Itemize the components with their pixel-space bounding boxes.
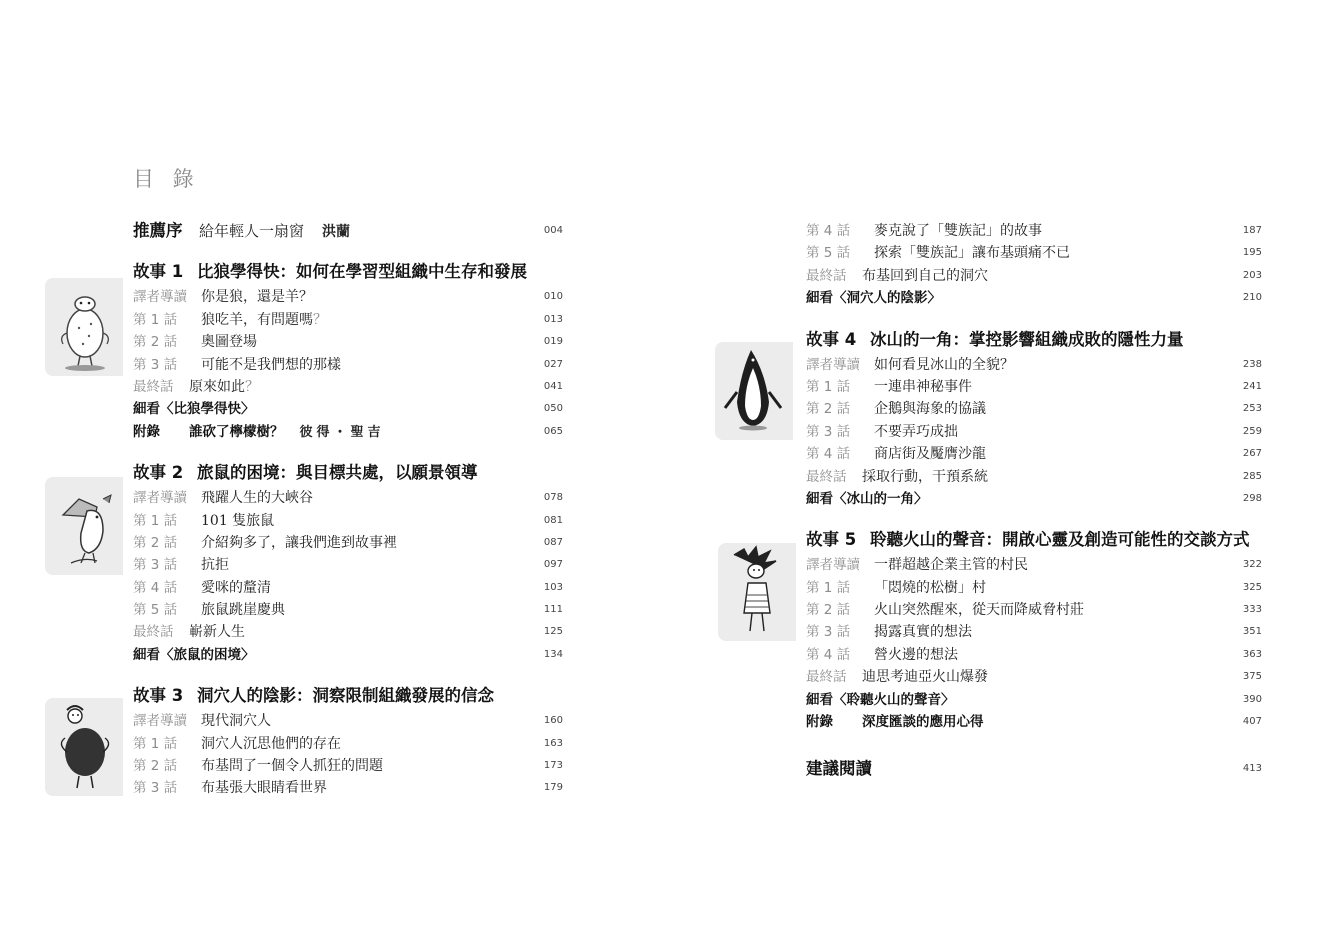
toc-entry-title: 麥克說了「雙族記」的故事 — [874, 223, 1042, 239]
toc-entry-title: 抗拒 — [201, 557, 229, 574]
toc-entry[interactable] — [806, 287, 1262, 309]
toc-entry[interactable] — [806, 466, 1262, 488]
toc-page-number: 050 — [543, 403, 563, 415]
toc-page-number: 351 — [1242, 626, 1262, 638]
toc-preface-row[interactable] — [133, 220, 563, 242]
toc-entry-label: 第 5 話 — [133, 602, 178, 619]
toc-entry[interactable] — [133, 331, 563, 353]
toc-page-number: 125 — [543, 626, 563, 638]
toc-entry[interactable] — [806, 265, 1262, 287]
toc-left-column — [133, 220, 563, 800]
section-spacer — [133, 666, 563, 682]
toc-entry-title: 深度匯談的應用心得 — [862, 714, 984, 731]
villager-illustration — [718, 543, 796, 641]
toc-entry-title: 旅鼠跳崖慶典 — [201, 602, 285, 619]
toc-entry-title: 洞穴人沉思他們的存在 — [201, 735, 341, 752]
section-spacer — [806, 310, 1262, 326]
toc-entry[interactable] — [806, 398, 1262, 420]
toc-entry-title: 旅鼠的困境：與目標共處，以願景領導 — [197, 463, 478, 483]
toc-page-number: 241 — [1242, 380, 1262, 392]
toc-entry[interactable] — [806, 354, 1262, 376]
toc-entry[interactable] — [133, 755, 563, 777]
toc-entry-title: 誰砍了檸檬樹？ — [189, 423, 284, 440]
toc-entry-label: 第 2 話 — [806, 602, 851, 619]
toc-entry[interactable] — [806, 577, 1262, 599]
toc-page-number: 203 — [1242, 269, 1262, 281]
toc-page-number: 041 — [543, 380, 563, 392]
toc-entry[interactable] — [133, 286, 563, 308]
toc-entry-label: 細看〈比狼學得快〉 — [133, 401, 255, 418]
toc-entry[interactable] — [133, 733, 563, 755]
toc-entry-label: 故事 2 — [133, 463, 184, 483]
preface-author: 洪蘭 — [322, 224, 351, 240]
sheep-icon — [45, 278, 123, 376]
toc-entry-title: 101 隻旅鼠 — [201, 512, 275, 529]
toc-page-number: 407 — [1242, 716, 1262, 728]
toc-entry-label: 細看〈洞穴人的陰影〉 — [806, 290, 941, 307]
toc-page-number: 019 — [543, 336, 563, 348]
toc-entry-label: 譯者導讀 — [133, 713, 187, 730]
toc-entry-label: 最終話 — [806, 267, 847, 284]
appendix-author: 彼得・聖吉 — [299, 424, 385, 440]
toc-entry[interactable] — [133, 599, 563, 621]
toc-entry-title: 聆聽火山的聲音：開啟心靈及創造可能性的交談方式 — [870, 530, 1250, 550]
toc-page-number: 013 — [543, 313, 563, 325]
toc-entry-label: 細看〈旅鼠的困境〉 — [133, 646, 255, 663]
toc-page-number: 087 — [543, 536, 563, 548]
toc-page-number: 333 — [1242, 604, 1262, 616]
toc-entry-title: 「悶燒的松樹」村 — [874, 579, 986, 596]
toc-entry-title: 狼吃羊，有問題嗎 — [201, 311, 313, 328]
toc-right-column — [806, 220, 1262, 783]
penguin-illustration — [715, 342, 793, 440]
toc-entry-title: 如何看見冰山的全貌？ — [874, 356, 1014, 373]
toc-page-number: 413 — [1242, 763, 1262, 775]
toc-entry-title: 洞穴人的陰影：洞察限制組織發展的信念 — [197, 686, 494, 706]
toc-page-number: 065 — [543, 425, 563, 437]
toc-entry[interactable] — [133, 354, 563, 376]
toc-entry[interactable] — [806, 443, 1262, 465]
toc-entry[interactable] — [806, 621, 1262, 643]
toc-entry-title: 火山突然醒來，從天而降威脅村莊 — [874, 602, 1084, 619]
section-spacer — [133, 242, 563, 258]
toc-entry[interactable] — [806, 666, 1262, 688]
toc-entry-label: 譯者導讀 — [133, 490, 187, 507]
toc-entry-title: 冰山的一角：掌控影響組織成敗的隱性力量 — [870, 329, 1184, 349]
toc-entry-label: 第 4 話 — [806, 446, 851, 463]
toc-page-number: 081 — [543, 514, 563, 526]
toc-entry-title: 你是狼，還是羊？ — [201, 289, 313, 306]
toc-entry-label: 第 4 話 — [806, 223, 851, 239]
toc-entry[interactable] — [133, 644, 563, 666]
toc-entry-title: 迪思考迪亞火山爆發 — [862, 669, 988, 686]
toc-entry-label: 第 3 話 — [133, 780, 178, 797]
toc-entry[interactable] — [133, 487, 563, 509]
toc-entry-label: 最終話 — [806, 468, 847, 485]
toc-entry-label: 細看〈聆聽火山的聲音〉 — [806, 691, 955, 708]
toc-entry-label: 故事 3 — [133, 686, 184, 706]
toc-page-number: 103 — [543, 581, 563, 593]
toc-entry[interactable] — [806, 711, 1262, 733]
caveman-icon — [45, 698, 123, 796]
toc-entry[interactable] — [806, 220, 1262, 242]
toc-page-number: 285 — [1242, 470, 1262, 482]
toc-entry-label: 第 1 話 — [806, 579, 851, 596]
toc-page-number: 173 — [543, 760, 563, 772]
toc-page-number: 078 — [543, 492, 563, 504]
toc-page-number: 325 — [1242, 581, 1262, 593]
toc-entry-label: 故事 1 — [133, 262, 184, 282]
toc-entry[interactable] — [133, 510, 563, 532]
toc-entry-title: 布基張大眼睛看世界 — [201, 780, 327, 797]
toc-entry-title: 企鵝與海象的協議 — [874, 401, 986, 418]
toc-page-number: 238 — [1242, 358, 1262, 370]
toc-section-heading[interactable] — [133, 258, 563, 286]
toc-entry[interactable] — [133, 532, 563, 554]
toc-page-number: 160 — [543, 715, 563, 727]
toc-entry[interactable] — [133, 777, 563, 799]
toc-page-number: 375 — [1242, 671, 1262, 683]
toc-entry-title: 原來如此 — [189, 378, 245, 395]
toc-section-heading[interactable] — [806, 526, 1262, 554]
toc-entry-title: 布基回到自己的洞穴 — [862, 267, 988, 284]
toc-entry-title: 一群超越企業主管的村民 — [874, 557, 1028, 574]
toc-page-number: 163 — [543, 737, 563, 749]
toc-page-number: 210 — [1242, 292, 1262, 304]
toc-entry-title: 探索「雙族記」讓布基頭痛不已 — [874, 245, 1070, 262]
toc-entry-label: 譯者導讀 — [806, 557, 860, 574]
toc-section-heading[interactable] — [133, 682, 563, 710]
toc-entry-title: 飛躍人生的大峽谷 — [201, 490, 313, 507]
toc-page-number: 267 — [1242, 448, 1262, 460]
toc-entry-title: 布基問了一個令人抓狂的問題 — [201, 758, 383, 775]
toc-entry-label: 第 2 話 — [133, 334, 178, 351]
sheep-illustration — [45, 278, 123, 376]
lemming-icon — [45, 477, 123, 575]
toc-page-number: 298 — [1242, 492, 1262, 504]
toc-entry[interactable] — [806, 376, 1262, 398]
toc-entry-label: 第 4 話 — [133, 579, 178, 596]
toc-entry-label: 最終話 — [133, 624, 174, 641]
toc-entry-label: 第 3 話 — [806, 423, 851, 440]
toc-page-number: 322 — [1242, 559, 1262, 571]
toc-entry-label: 譯者導讀 — [806, 356, 860, 373]
toc-entry-label: 譯者導讀 — [133, 289, 187, 306]
toc-entry-label: 附錄 — [133, 423, 160, 440]
toc-entry[interactable] — [806, 689, 1262, 711]
toc-page-number: 363 — [1242, 648, 1262, 660]
toc-entry-label: 附錄 — [806, 714, 833, 731]
toc-entry-title: 介紹夠多了，讓我們進到故事裡 — [201, 534, 397, 551]
toc-entry[interactable] — [806, 644, 1262, 666]
toc-entry-title: 採取行動，干預系統 — [862, 468, 988, 485]
toc-entry-title: 揭露真實的想法 — [874, 624, 972, 641]
toc-entry-label: 第 4 話 — [806, 646, 851, 663]
toc-entry-label: 推薦序 — [133, 221, 183, 240]
toc-entry[interactable] — [133, 710, 563, 732]
villager-icon — [718, 543, 796, 641]
toc-page-number: 179 — [543, 782, 563, 794]
toc-section-heading[interactable] — [133, 459, 563, 487]
toc-entry[interactable] — [806, 242, 1262, 264]
toc-entry-label: 第 2 話 — [133, 534, 178, 551]
toc-entry[interactable] — [133, 577, 563, 599]
toc-entry-title: 現代洞穴人 — [201, 713, 271, 730]
toc-page-number: 027 — [543, 358, 563, 370]
toc-entry[interactable] — [133, 554, 563, 576]
toc-entry-label: 故事 4 — [806, 329, 857, 349]
toc-entry-label: 第 2 話 — [133, 758, 178, 775]
toc-entry-label: 第 1 話 — [133, 512, 178, 529]
toc-entry-title: 奧圖登場 — [201, 334, 257, 351]
toc-entry[interactable] — [133, 621, 563, 643]
toc-entry[interactable] — [806, 554, 1262, 576]
toc-entry[interactable] — [133, 421, 563, 443]
toc-entry-label: 建議閱讀 — [806, 759, 872, 779]
toc-entry[interactable] — [133, 398, 563, 420]
toc-entry[interactable] — [806, 488, 1262, 510]
toc-entry-label: 細看〈冰山的一角〉 — [806, 490, 928, 507]
toc-entry-label: 最終話 — [133, 378, 174, 395]
section-spacer — [133, 443, 563, 459]
toc-entry-label: 第 1 話 — [133, 735, 178, 752]
toc-entry-title: 給年輕人一扇窗 — [199, 222, 305, 240]
toc-page-number: 187 — [1242, 225, 1262, 236]
toc-page-number: 253 — [1242, 403, 1262, 415]
page-title: 目 錄 — [133, 167, 200, 191]
toc-entry-suffix: ？ — [245, 378, 259, 395]
toc-entry-title: 一連串神秘事件 — [874, 378, 972, 395]
toc-entry-title: 可能不是我們想的那樣 — [201, 356, 341, 373]
toc-entry[interactable] — [133, 376, 563, 398]
toc-entry[interactable] — [806, 599, 1262, 621]
toc-entry-title: 愛咪的釐清 — [201, 579, 271, 596]
toc-entry-label: 第 5 話 — [806, 245, 851, 262]
toc-entry-label: 第 2 話 — [806, 401, 851, 418]
toc-page-number: 259 — [1242, 425, 1262, 437]
toc-entry-label: 第 1 話 — [806, 378, 851, 395]
toc-entry-title: 不要弄巧成拙 — [874, 423, 958, 440]
toc-entry-title: 商店街及魘膺沙龍 — [874, 446, 986, 463]
penguin-icon — [715, 342, 793, 440]
toc-page-number: 134 — [543, 648, 563, 660]
toc-entry-label: 第 3 話 — [133, 557, 178, 574]
toc-page-number: 111 — [543, 604, 563, 616]
section-spacer — [806, 733, 1262, 755]
toc-page-number: 010 — [543, 291, 563, 303]
section-spacer — [806, 510, 1262, 526]
toc-page-number: 004 — [543, 225, 563, 236]
toc-entry-label: 第 3 話 — [806, 624, 851, 641]
toc-entry-label: 第 1 話 — [133, 311, 178, 328]
lemming-illustration — [45, 477, 123, 575]
toc-entry-title: 比狼學得快：如何在學習型組織中生存和發展 — [197, 262, 527, 282]
toc-page-number: 097 — [543, 559, 563, 571]
toc-entry-title: 嶄新人生 — [189, 624, 245, 641]
toc-entry[interactable] — [806, 421, 1262, 443]
toc-entry-label: 第 3 話 — [133, 356, 178, 373]
toc-entry-label: 故事 5 — [806, 530, 857, 550]
caveman-illustration — [45, 698, 123, 796]
toc-entry-title: 營火邊的想法 — [874, 646, 958, 663]
toc-page-number: 390 — [1242, 693, 1262, 705]
toc-section-heading[interactable] — [806, 755, 1262, 783]
toc-entry-suffix: ？ — [313, 311, 327, 328]
toc-entry[interactable] — [133, 309, 563, 331]
toc-entry-label: 最終話 — [806, 669, 847, 686]
toc-page-number: 195 — [1242, 247, 1262, 259]
toc-section-heading[interactable] — [806, 326, 1262, 354]
